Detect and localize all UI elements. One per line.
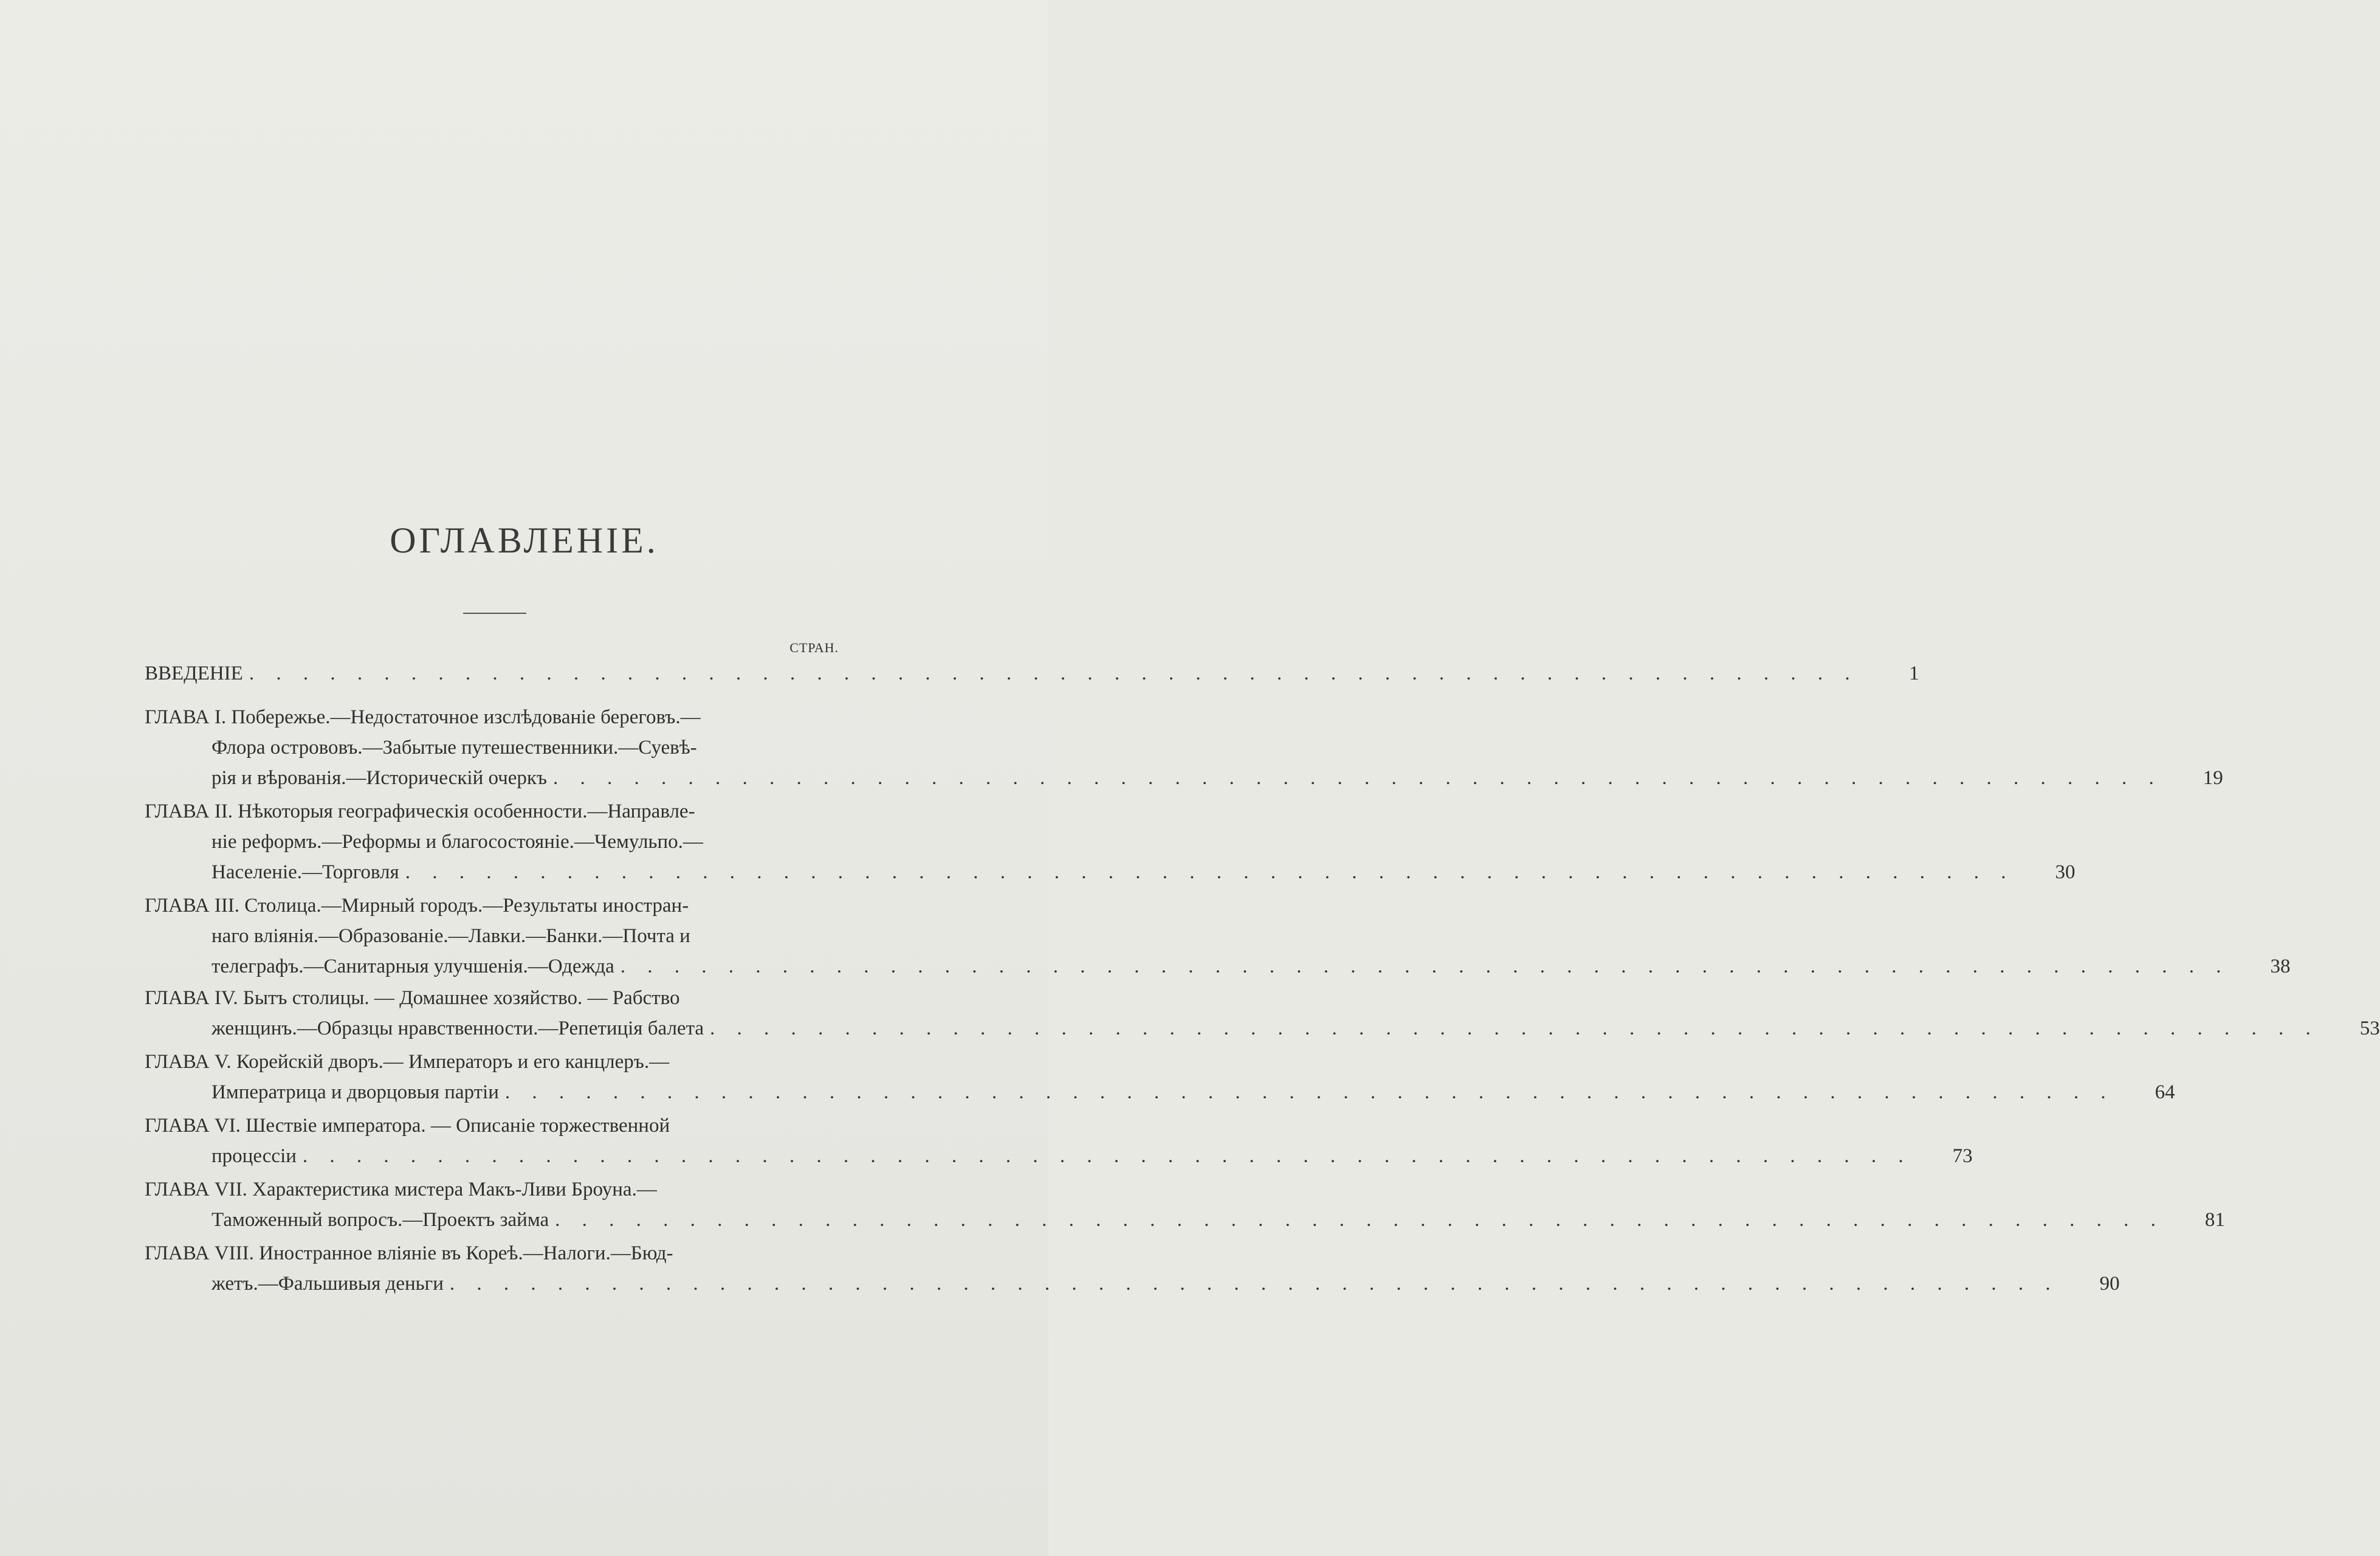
page-number: 64: [2155, 1081, 2175, 1103]
toc-entry: [145, 796, 2076, 887]
toc-line: [145, 702, 839, 732]
toc-entry: [145, 658, 1919, 689]
toc-line-text: ГЛАВА V. Корейскій дворъ.— Императоръ и его канцлеръ.—: [145, 1051, 670, 1073]
toc-line: [145, 1110, 839, 1141]
page-number: 73: [1952, 1145, 1973, 1167]
toc-line-text: ніе реформъ.—Реформы и благосостояніе.—Чемульпо.—: [212, 831, 703, 853]
toc-line-text: Таможенный вопросъ.—Проектъ займа: [212, 1209, 549, 1231]
toc-line-text: ГЛАВА III. Столица.—Мирный городъ.—Результаты иностран-: [145, 895, 689, 917]
dot-leader: . . . . . . . . . . . . . . . . . . . . . . . . . . . . . . . . . . . . . . . . . . . . . . . . . . . . . . . . . . . .: [302, 1145, 1912, 1167]
toc-entry: [145, 1047, 2175, 1107]
page-number: 53: [2359, 1017, 2380, 1039]
toc-line: [145, 1013, 2380, 1044]
toc-line-text: Флора острововъ.—Забытые путешественники.—Суевѣ-: [212, 737, 697, 759]
toc-line: [145, 1077, 2175, 1107]
toc-line-text: ГЛАВА IV. Бытъ столицы. — Домашнее хозяйство. — Рабство: [145, 987, 680, 1009]
toc-line: [145, 983, 839, 1013]
toc-line: [145, 658, 1919, 689]
toc-entry: [145, 983, 2380, 1044]
title-divider: [463, 613, 526, 614]
dot-leader: . . . . . . . . . . . . . . . . . . . . . . . . . . . . . . . . . . . . . . . . . . . . . . . . . . . . . . . . . . . .: [553, 767, 2162, 789]
toc-line: [145, 796, 839, 827]
dot-leader: . . . . . . . . . . . . . . . . . . . . . . . . . . . . . . . . . . . . . . . . . . . . . . . . . . . . . . . . . . . .: [504, 1081, 2114, 1103]
toc-line: [145, 827, 839, 857]
toc-line-text: процессіи: [212, 1145, 297, 1167]
toc-entry: [145, 1238, 2120, 1299]
page-number: 81: [2204, 1209, 2225, 1231]
dot-leader: . . . . . . . . . . . . . . . . . . . . . . . . . . . . . . . . . . . . . . . . . . . . . . . . . . . . . . . . . . . .: [710, 1017, 2319, 1039]
toc-line-text: ГЛАВА II. Нѣкоторыя географическія особенности.—Направле-: [145, 800, 695, 822]
page-number: 90: [2099, 1273, 2120, 1295]
toc-line: [145, 763, 2223, 793]
toc-line-text: наго вліянія.—Образованіе.—Лавки.—Банки.—Почта и: [212, 925, 690, 947]
dot-leader: . . . . . . . . . . . . . . . . . . . . . . . . . . . . . . . . . . . . . . . . . . . . . . . . . . . . . . . . . . . .: [620, 955, 2230, 977]
toc-entry: [145, 702, 2223, 793]
toc-entry: [145, 890, 2291, 982]
toc-line: [145, 1238, 839, 1269]
toc-line: [145, 857, 2076, 887]
toc-line-text: ГЛАВА I. Побережье.—Недостаточное изслѣдованіе береговъ.—: [145, 706, 701, 728]
toc-line-text: Императрица и дворцовыя партіи: [212, 1081, 499, 1103]
toc-line-text: ГЛАВА VIII. Иностранное вліяніе въ Кореѣ.—Налоги.—Бюд-: [145, 1242, 673, 1264]
page-title: ОГЛАВЛЕНІЕ.: [390, 520, 659, 560]
toc-line: [145, 921, 839, 951]
toc-line: [145, 890, 839, 921]
dot-leader: . . . . . . . . . . . . . . . . . . . . . . . . . . . . . . . . . . . . . . . . . . . . . . . . . . . . . . . . . . . .: [249, 663, 1859, 684]
toc-entry: [145, 1110, 1973, 1171]
toc-line-text: ВВЕДЕНІЕ: [145, 663, 243, 684]
toc-line: [145, 732, 839, 763]
page-number: 19: [2203, 767, 2223, 789]
toc-line-text: Населеніе.—Торговля: [212, 861, 399, 883]
toc-line-text: рія и вѣрованія.—Историческій очеркъ: [212, 767, 547, 789]
toc-line-text: женщинъ.—Образцы нравственности.—Репетиція балета: [212, 1017, 704, 1039]
toc-line: [145, 1205, 2225, 1235]
toc-entry: [145, 1174, 2225, 1235]
toc-line: [145, 951, 2291, 982]
dot-leader: . . . . . . . . . . . . . . . . . . . . . . . . . . . . . . . . . . . . . . . . . . . . . . . . . . . . . . . . . . . .: [449, 1273, 2059, 1295]
page-column-header: СТРАН.: [789, 640, 839, 655]
toc-line: [145, 1047, 839, 1077]
page-number: 1: [1909, 663, 1919, 684]
toc-line: [145, 1141, 1973, 1171]
page-number: 38: [2270, 955, 2291, 977]
toc-line: [145, 1269, 2120, 1299]
toc-line-text: жетъ.—Фальшивыя деньги: [212, 1273, 444, 1295]
toc-line: [145, 1174, 839, 1205]
toc-line-text: ГЛАВА VI. Шествіе императора. — Описаніе торжественной: [145, 1115, 670, 1137]
dot-leader: . . . . . . . . . . . . . . . . . . . . . . . . . . . . . . . . . . . . . . . . . . . . . . . . . . . . . . . . . . . .: [555, 1209, 2164, 1231]
toc-line-text: телеграфъ.—Санитарныя улучшенія.—Одежда: [212, 955, 614, 977]
page-number: 30: [2055, 861, 2076, 883]
toc-line-text: ГЛАВА VII. Характеристика мистера Макъ-Ливи Броуна.—: [145, 1179, 657, 1200]
dot-leader: . . . . . . . . . . . . . . . . . . . . . . . . . . . . . . . . . . . . . . . . . . . . . . . . . . . . . . . . . . . .: [405, 861, 2015, 883]
